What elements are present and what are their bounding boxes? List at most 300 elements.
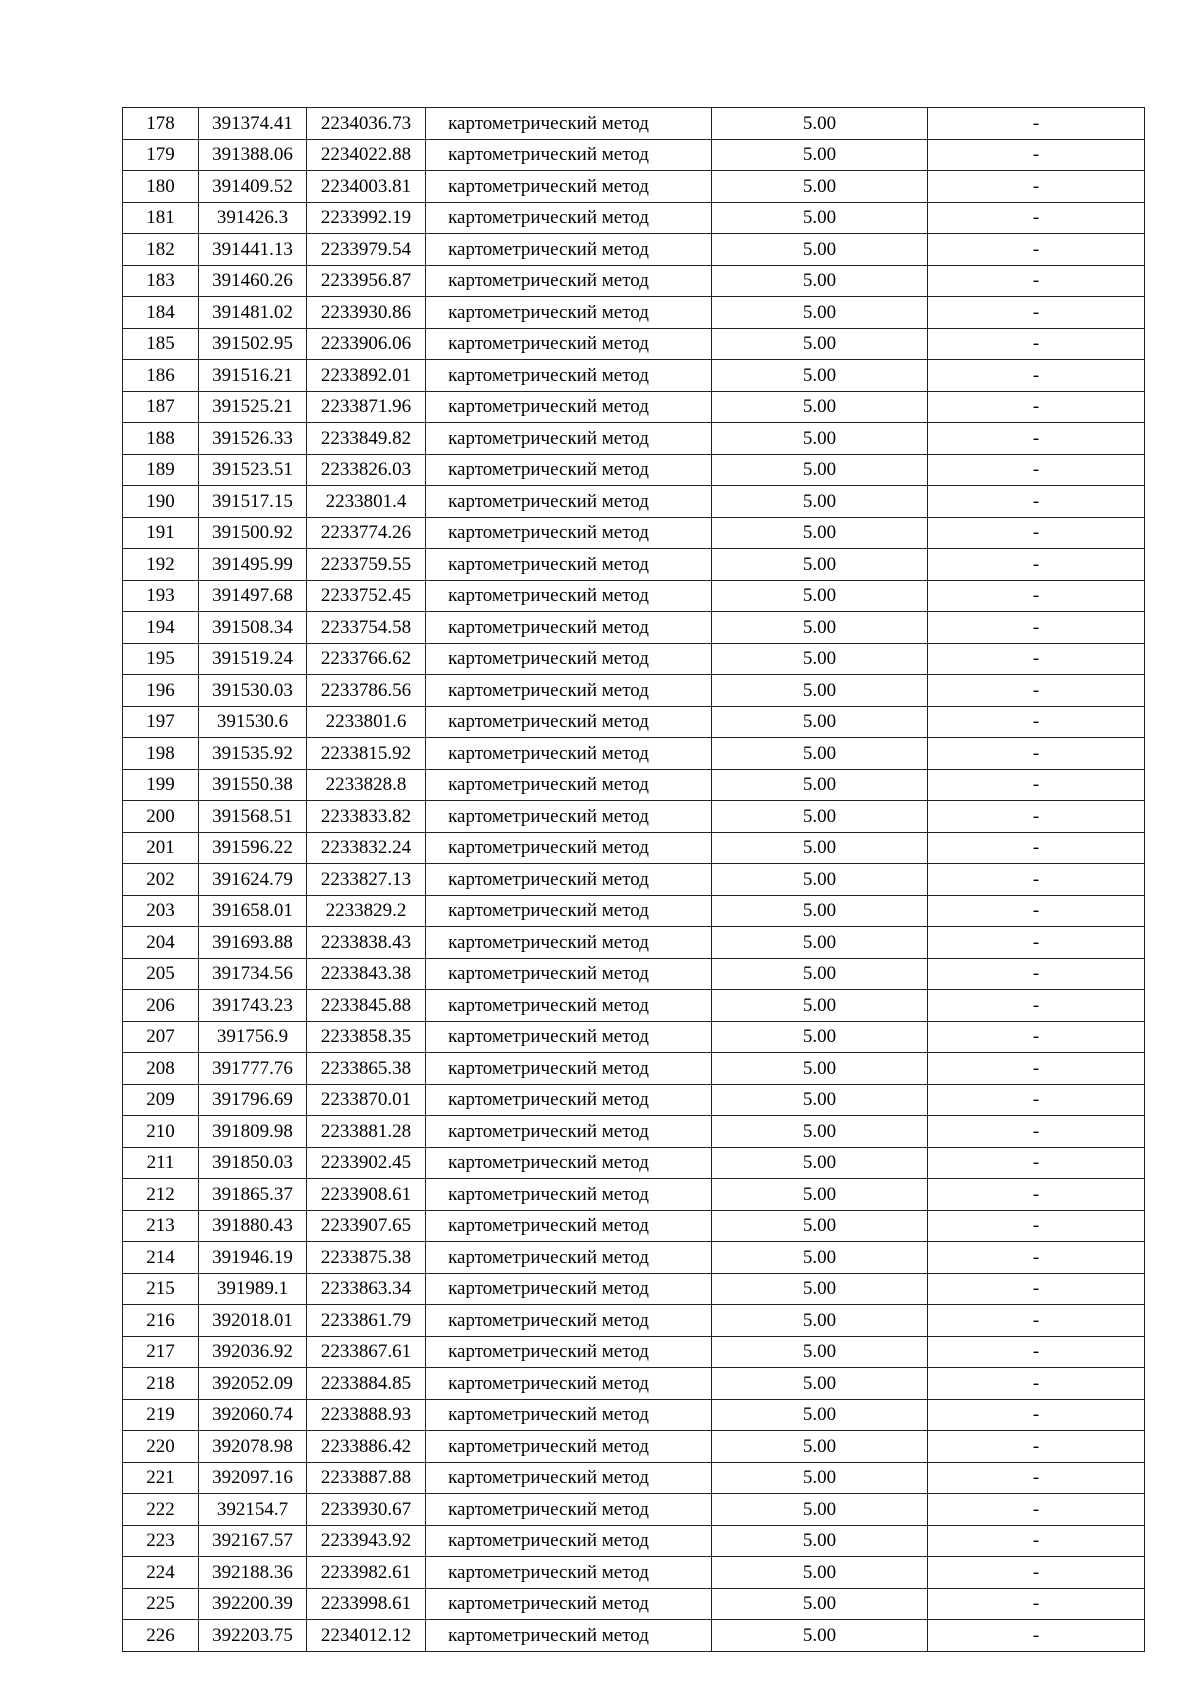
description-cell: - [928, 1147, 1145, 1179]
point-number-cell: 197 [123, 706, 199, 738]
description-cell: - [928, 1399, 1145, 1431]
y-coordinate-cell: 2233998.61 [307, 1588, 426, 1620]
table-row [123, 1242, 1145, 1274]
method-cell: картометрический метод [426, 1399, 712, 1431]
x-coordinate-cell: 391481.02 [199, 297, 307, 329]
x-coordinate-cell: 391497.68 [199, 580, 307, 612]
accuracy-cell: 5.00 [712, 1084, 928, 1116]
x-coordinate-cell: 391495.99 [199, 549, 307, 581]
accuracy-cell: 5.00 [712, 958, 928, 990]
x-coordinate-cell: 391502.95 [199, 328, 307, 360]
x-coordinate-cell: 391525.21 [199, 391, 307, 423]
method-cell: картометрический метод [426, 612, 712, 644]
description-cell: - [928, 1368, 1145, 1400]
accuracy-cell: 5.00 [712, 1116, 928, 1148]
table-row [123, 1368, 1145, 1400]
description-cell: - [928, 1431, 1145, 1463]
point-number-cell: 189 [123, 454, 199, 486]
accuracy-cell: 5.00 [712, 1242, 928, 1274]
table-row [123, 832, 1145, 864]
accuracy-cell: 5.00 [712, 1525, 928, 1557]
method-cell: картометрический метод [426, 832, 712, 864]
method-cell: картометрический метод [426, 643, 712, 675]
description-cell: - [928, 1273, 1145, 1305]
description-cell: - [928, 202, 1145, 234]
point-number-cell: 200 [123, 801, 199, 833]
description-cell: - [928, 1336, 1145, 1368]
point-number-cell: 224 [123, 1557, 199, 1589]
y-coordinate-cell: 2233861.79 [307, 1305, 426, 1337]
method-cell: картометрический метод [426, 1147, 712, 1179]
y-coordinate-cell: 2233766.62 [307, 643, 426, 675]
description-cell: - [928, 391, 1145, 423]
point-number-cell: 206 [123, 990, 199, 1022]
x-coordinate-cell: 391734.56 [199, 958, 307, 990]
accuracy-cell: 5.00 [712, 297, 928, 329]
y-coordinate-cell: 2233871.96 [307, 391, 426, 423]
x-coordinate-cell: 392078.98 [199, 1431, 307, 1463]
y-coordinate-cell: 2233845.88 [307, 990, 426, 1022]
point-number-cell: 198 [123, 738, 199, 770]
table-row [123, 1399, 1145, 1431]
description-cell: - [928, 738, 1145, 770]
x-coordinate-cell: 391880.43 [199, 1210, 307, 1242]
y-coordinate-cell: 2233801.4 [307, 486, 426, 518]
x-coordinate-cell: 391946.19 [199, 1242, 307, 1274]
method-cell: картометрический метод [426, 234, 712, 266]
x-coordinate-cell: 392097.16 [199, 1462, 307, 1494]
description-cell: - [928, 1494, 1145, 1526]
x-coordinate-cell: 391516.21 [199, 360, 307, 392]
table-row [123, 1273, 1145, 1305]
method-cell: картометрический метод [426, 108, 712, 140]
method-cell: картометрический метод [426, 297, 712, 329]
y-coordinate-cell: 2233906.06 [307, 328, 426, 360]
x-coordinate-cell: 392154.7 [199, 1494, 307, 1526]
accuracy-cell: 5.00 [712, 990, 928, 1022]
accuracy-cell: 5.00 [712, 1399, 928, 1431]
y-coordinate-cell: 2233870.01 [307, 1084, 426, 1116]
x-coordinate-cell: 392018.01 [199, 1305, 307, 1337]
accuracy-cell: 5.00 [712, 171, 928, 203]
y-coordinate-cell: 2233992.19 [307, 202, 426, 234]
description-cell: - [928, 1588, 1145, 1620]
x-coordinate-cell: 392203.75 [199, 1620, 307, 1652]
method-cell: картометрический метод [426, 517, 712, 549]
x-coordinate-cell: 391756.9 [199, 1021, 307, 1053]
description-cell: - [928, 1116, 1145, 1148]
x-coordinate-cell: 392167.57 [199, 1525, 307, 1557]
x-coordinate-cell: 391809.98 [199, 1116, 307, 1148]
accuracy-cell: 5.00 [712, 1588, 928, 1620]
method-cell: картометрический метод [426, 958, 712, 990]
point-number-cell: 217 [123, 1336, 199, 1368]
description-cell: - [928, 108, 1145, 140]
method-cell: картометрический метод [426, 549, 712, 581]
table-row [123, 171, 1145, 203]
table-row [123, 1494, 1145, 1526]
accuracy-cell: 5.00 [712, 864, 928, 896]
y-coordinate-cell: 2233908.61 [307, 1179, 426, 1211]
x-coordinate-cell: 391535.92 [199, 738, 307, 770]
description-cell: - [928, 1053, 1145, 1085]
x-coordinate-cell: 391517.15 [199, 486, 307, 518]
point-number-cell: 222 [123, 1494, 199, 1526]
x-coordinate-cell: 391865.37 [199, 1179, 307, 1211]
accuracy-cell: 5.00 [712, 1557, 928, 1589]
x-coordinate-cell: 391508.34 [199, 612, 307, 644]
y-coordinate-cell: 2233858.35 [307, 1021, 426, 1053]
table-row [123, 1588, 1145, 1620]
accuracy-cell: 5.00 [712, 1273, 928, 1305]
method-cell: картометрический метод [426, 769, 712, 801]
table-row [123, 927, 1145, 959]
point-number-cell: 193 [123, 580, 199, 612]
accuracy-cell: 5.00 [712, 1210, 928, 1242]
description-cell: - [928, 927, 1145, 959]
table-row [123, 391, 1145, 423]
description-cell: - [928, 643, 1145, 675]
description-cell: - [928, 171, 1145, 203]
method-cell: картометрический метод [426, 738, 712, 770]
y-coordinate-cell: 2233829.2 [307, 895, 426, 927]
accuracy-cell: 5.00 [712, 832, 928, 864]
table-row [123, 360, 1145, 392]
method-cell: картометрический метод [426, 360, 712, 392]
accuracy-cell: 5.00 [712, 706, 928, 738]
description-cell: - [928, 612, 1145, 644]
point-number-cell: 202 [123, 864, 199, 896]
table-row [123, 1462, 1145, 1494]
point-number-cell: 186 [123, 360, 199, 392]
table-row [123, 769, 1145, 801]
description-cell: - [928, 1305, 1145, 1337]
y-coordinate-cell: 2234003.81 [307, 171, 426, 203]
table-row [123, 706, 1145, 738]
y-coordinate-cell: 2233875.38 [307, 1242, 426, 1274]
accuracy-cell: 5.00 [712, 423, 928, 455]
method-cell: картометрический метод [426, 580, 712, 612]
accuracy-cell: 5.00 [712, 738, 928, 770]
x-coordinate-cell: 391550.38 [199, 769, 307, 801]
table-row [123, 108, 1145, 140]
table-row [123, 990, 1145, 1022]
x-coordinate-cell: 391519.24 [199, 643, 307, 675]
point-number-cell: 190 [123, 486, 199, 518]
description-cell: - [928, 139, 1145, 171]
point-number-cell: 199 [123, 769, 199, 801]
y-coordinate-cell: 2233759.55 [307, 549, 426, 581]
table-row [123, 1116, 1145, 1148]
accuracy-cell: 5.00 [712, 895, 928, 927]
table-row [123, 612, 1145, 644]
y-coordinate-cell: 2233843.38 [307, 958, 426, 990]
table-row [123, 738, 1145, 770]
method-cell: картометрический метод [426, 1210, 712, 1242]
x-coordinate-cell: 391530.6 [199, 706, 307, 738]
x-coordinate-cell: 391523.51 [199, 454, 307, 486]
x-coordinate-cell: 391374.41 [199, 108, 307, 140]
point-number-cell: 219 [123, 1399, 199, 1431]
description-cell: - [928, 517, 1145, 549]
method-cell: картометрический метод [426, 864, 712, 896]
description-cell: - [928, 297, 1145, 329]
accuracy-cell: 5.00 [712, 580, 928, 612]
table-row [123, 895, 1145, 927]
x-coordinate-cell: 391777.76 [199, 1053, 307, 1085]
point-number-cell: 225 [123, 1588, 199, 1620]
description-cell: - [928, 675, 1145, 707]
x-coordinate-cell: 391596.22 [199, 832, 307, 864]
x-coordinate-cell: 391388.06 [199, 139, 307, 171]
y-coordinate-cell: 2233801.6 [307, 706, 426, 738]
point-number-cell: 196 [123, 675, 199, 707]
method-cell: картометрический метод [426, 675, 712, 707]
point-number-cell: 205 [123, 958, 199, 990]
table-row [123, 1620, 1145, 1652]
description-cell: - [928, 1210, 1145, 1242]
y-coordinate-cell: 2233888.93 [307, 1399, 426, 1431]
point-number-cell: 194 [123, 612, 199, 644]
method-cell: картометрический метод [426, 391, 712, 423]
y-coordinate-cell: 2233907.65 [307, 1210, 426, 1242]
table-row [123, 486, 1145, 518]
y-coordinate-cell: 2233863.34 [307, 1273, 426, 1305]
description-cell: - [928, 234, 1145, 266]
y-coordinate-cell: 2233943.92 [307, 1525, 426, 1557]
method-cell: картометрический метод [426, 1084, 712, 1116]
table-row [123, 517, 1145, 549]
description-cell: - [928, 706, 1145, 738]
x-coordinate-cell: 392052.09 [199, 1368, 307, 1400]
table-row [123, 1084, 1145, 1116]
table-row [123, 801, 1145, 833]
description-cell: - [928, 486, 1145, 518]
method-cell: картометрический метод [426, 202, 712, 234]
x-coordinate-cell: 392036.92 [199, 1336, 307, 1368]
method-cell: картометрический метод [426, 990, 712, 1022]
table-row [123, 265, 1145, 297]
table-row [123, 1179, 1145, 1211]
point-number-cell: 223 [123, 1525, 199, 1557]
table-row [123, 1147, 1145, 1179]
description-cell: - [928, 990, 1145, 1022]
description-cell: - [928, 958, 1145, 990]
y-coordinate-cell: 2233865.38 [307, 1053, 426, 1085]
accuracy-cell: 5.00 [712, 801, 928, 833]
x-coordinate-cell: 391426.3 [199, 202, 307, 234]
point-number-cell: 221 [123, 1462, 199, 1494]
y-coordinate-cell: 2233815.92 [307, 738, 426, 770]
y-coordinate-cell: 2233982.61 [307, 1557, 426, 1589]
y-coordinate-cell: 2233752.45 [307, 580, 426, 612]
y-coordinate-cell: 2234022.88 [307, 139, 426, 171]
method-cell: картометрический метод [426, 423, 712, 455]
x-coordinate-cell: 391441.13 [199, 234, 307, 266]
method-cell: картометрический метод [426, 1179, 712, 1211]
method-cell: картометрический метод [426, 1368, 712, 1400]
table-row [123, 549, 1145, 581]
table-row [123, 139, 1145, 171]
method-cell: картометрический метод [426, 171, 712, 203]
method-cell: картометрический метод [426, 1525, 712, 1557]
accuracy-cell: 5.00 [712, 1620, 928, 1652]
accuracy-cell: 5.00 [712, 108, 928, 140]
point-number-cell: 209 [123, 1084, 199, 1116]
x-coordinate-cell: 391796.69 [199, 1084, 307, 1116]
accuracy-cell: 5.00 [712, 1494, 928, 1526]
table-row [123, 1431, 1145, 1463]
table-row [123, 643, 1145, 675]
point-number-cell: 178 [123, 108, 199, 140]
point-number-cell: 188 [123, 423, 199, 455]
description-cell: - [928, 801, 1145, 833]
description-cell: - [928, 580, 1145, 612]
description-cell: - [928, 549, 1145, 581]
table-row [123, 1305, 1145, 1337]
accuracy-cell: 5.00 [712, 643, 928, 675]
y-coordinate-cell: 2233956.87 [307, 265, 426, 297]
y-coordinate-cell: 2233930.86 [307, 297, 426, 329]
accuracy-cell: 5.00 [712, 769, 928, 801]
method-cell: картометрический метод [426, 1305, 712, 1337]
accuracy-cell: 5.00 [712, 328, 928, 360]
point-number-cell: 179 [123, 139, 199, 171]
accuracy-cell: 5.00 [712, 612, 928, 644]
accuracy-cell: 5.00 [712, 1147, 928, 1179]
y-coordinate-cell: 2233833.82 [307, 801, 426, 833]
method-cell: картометрический метод [426, 1462, 712, 1494]
method-cell: картометрический метод [426, 801, 712, 833]
point-number-cell: 182 [123, 234, 199, 266]
accuracy-cell: 5.00 [712, 1431, 928, 1463]
accuracy-cell: 5.00 [712, 1305, 928, 1337]
table-row [123, 580, 1145, 612]
accuracy-cell: 5.00 [712, 202, 928, 234]
table-row [123, 297, 1145, 329]
point-number-cell: 226 [123, 1620, 199, 1652]
table-row [123, 864, 1145, 896]
x-coordinate-cell: 392060.74 [199, 1399, 307, 1431]
description-cell: - [928, 454, 1145, 486]
point-number-cell: 210 [123, 1116, 199, 1148]
y-coordinate-cell: 2234036.73 [307, 108, 426, 140]
point-number-cell: 214 [123, 1242, 199, 1274]
description-cell: - [928, 1462, 1145, 1494]
method-cell: картометрический метод [426, 1588, 712, 1620]
y-coordinate-cell: 2233902.45 [307, 1147, 426, 1179]
point-number-cell: 216 [123, 1305, 199, 1337]
method-cell: картометрический метод [426, 895, 712, 927]
description-cell: - [928, 328, 1145, 360]
accuracy-cell: 5.00 [712, 486, 928, 518]
table-row [123, 1557, 1145, 1589]
point-number-cell: 203 [123, 895, 199, 927]
point-number-cell: 191 [123, 517, 199, 549]
point-number-cell: 215 [123, 1273, 199, 1305]
x-coordinate-cell: 391526.33 [199, 423, 307, 455]
description-cell: - [928, 832, 1145, 864]
table-row [123, 1210, 1145, 1242]
description-cell: - [928, 1557, 1145, 1589]
point-number-cell: 185 [123, 328, 199, 360]
description-cell: - [928, 864, 1145, 896]
method-cell: картометрический метод [426, 1557, 712, 1589]
y-coordinate-cell: 2233827.13 [307, 864, 426, 896]
description-cell: - [928, 1525, 1145, 1557]
point-number-cell: 180 [123, 171, 199, 203]
description-cell: - [928, 1179, 1145, 1211]
accuracy-cell: 5.00 [712, 391, 928, 423]
method-cell: картометрический метод [426, 486, 712, 518]
point-number-cell: 195 [123, 643, 199, 675]
description-cell: - [928, 423, 1145, 455]
description-cell: - [928, 1620, 1145, 1652]
y-coordinate-cell: 2234012.12 [307, 1620, 426, 1652]
accuracy-cell: 5.00 [712, 1179, 928, 1211]
description-cell: - [928, 1242, 1145, 1274]
description-cell: - [928, 265, 1145, 297]
coordinates-table [122, 107, 1145, 1652]
accuracy-cell: 5.00 [712, 139, 928, 171]
method-cell: картометрический метод [426, 1053, 712, 1085]
x-coordinate-cell: 391693.88 [199, 927, 307, 959]
accuracy-cell: 5.00 [712, 360, 928, 392]
x-coordinate-cell: 391409.52 [199, 171, 307, 203]
point-number-cell: 192 [123, 549, 199, 581]
table-row [123, 1336, 1145, 1368]
x-coordinate-cell: 391989.1 [199, 1273, 307, 1305]
description-cell: - [928, 1084, 1145, 1116]
accuracy-cell: 5.00 [712, 1021, 928, 1053]
method-cell: картометрический метод [426, 1273, 712, 1305]
x-coordinate-cell: 391460.26 [199, 265, 307, 297]
x-coordinate-cell: 391850.03 [199, 1147, 307, 1179]
table-row [123, 423, 1145, 455]
description-cell: - [928, 1021, 1145, 1053]
method-cell: картометрический метод [426, 1116, 712, 1148]
point-number-cell: 204 [123, 927, 199, 959]
table-row [123, 202, 1145, 234]
y-coordinate-cell: 2233849.82 [307, 423, 426, 455]
accuracy-cell: 5.00 [712, 1336, 928, 1368]
x-coordinate-cell: 391743.23 [199, 990, 307, 1022]
point-number-cell: 208 [123, 1053, 199, 1085]
y-coordinate-cell: 2233881.28 [307, 1116, 426, 1148]
coordinates-table-body [123, 108, 1145, 1652]
accuracy-cell: 5.00 [712, 454, 928, 486]
method-cell: картометрический метод [426, 1494, 712, 1526]
accuracy-cell: 5.00 [712, 1053, 928, 1085]
y-coordinate-cell: 2233886.42 [307, 1431, 426, 1463]
x-coordinate-cell: 391530.03 [199, 675, 307, 707]
description-cell: - [928, 360, 1145, 392]
point-number-cell: 187 [123, 391, 199, 423]
accuracy-cell: 5.00 [712, 927, 928, 959]
method-cell: картометрический метод [426, 328, 712, 360]
y-coordinate-cell: 2233826.03 [307, 454, 426, 486]
table-row [123, 958, 1145, 990]
table-row [123, 675, 1145, 707]
point-number-cell: 181 [123, 202, 199, 234]
y-coordinate-cell: 2233832.24 [307, 832, 426, 864]
accuracy-cell: 5.00 [712, 1462, 928, 1494]
method-cell: картометрический метод [426, 927, 712, 959]
y-coordinate-cell: 2233828.8 [307, 769, 426, 801]
x-coordinate-cell: 392200.39 [199, 1588, 307, 1620]
y-coordinate-cell: 2233979.54 [307, 234, 426, 266]
point-number-cell: 201 [123, 832, 199, 864]
